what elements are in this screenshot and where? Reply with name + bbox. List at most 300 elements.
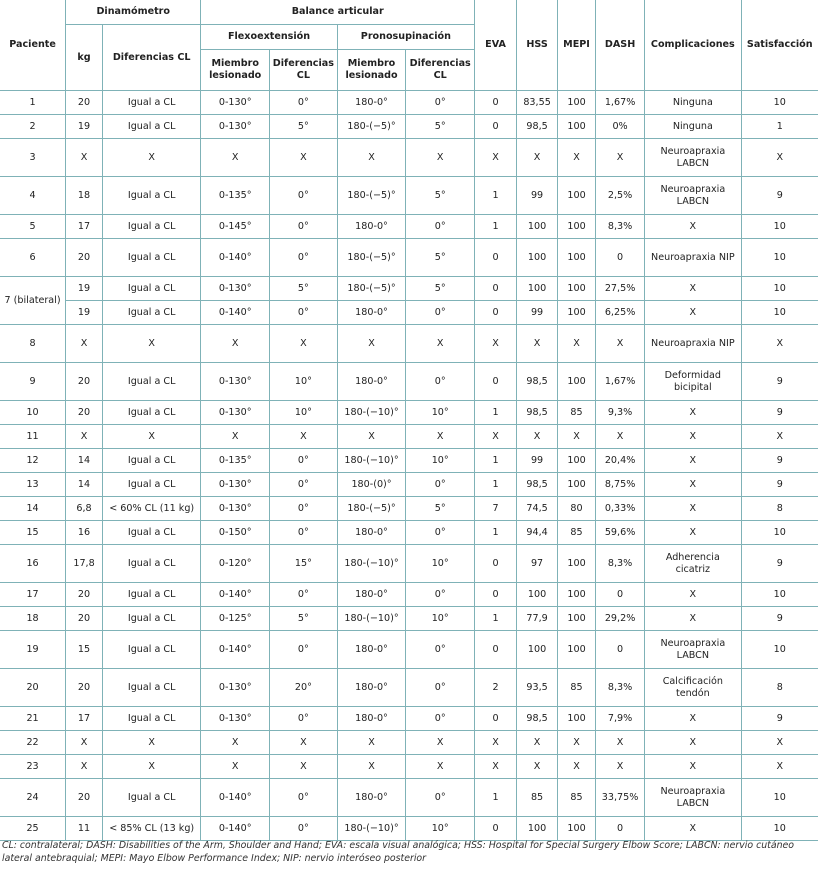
cell-eva: 0 bbox=[475, 239, 517, 277]
cell-dash: 0 bbox=[595, 239, 644, 277]
cell-satisfaccion: X bbox=[741, 755, 818, 779]
cell-complicaciones: X bbox=[645, 473, 741, 497]
cell-prono-miembro: 180-0° bbox=[337, 363, 406, 401]
cell-paciente: 6 bbox=[0, 239, 66, 277]
cell-eva: 0 bbox=[475, 301, 517, 325]
cell-hss: 98,5 bbox=[517, 363, 558, 401]
cell-flexo-miembro: 0-140° bbox=[201, 779, 270, 817]
cell-prono-diferencias: 0° bbox=[406, 583, 475, 607]
header-prono-miembro: Miembro lesionado bbox=[337, 50, 406, 91]
cell-satisfaccion: 10 bbox=[741, 779, 818, 817]
header-flexo-diferencias: Diferencias CL bbox=[270, 50, 338, 91]
cell-satisfaccion: 1 bbox=[741, 115, 818, 139]
cell-eva: 1 bbox=[475, 401, 517, 425]
cell-eva: 1 bbox=[475, 779, 517, 817]
cell-dash: 20,4% bbox=[595, 449, 644, 473]
cell-paciente: 11 bbox=[0, 425, 66, 449]
cell-flexo-diferencias: 0° bbox=[270, 817, 338, 841]
cell-diferencias-cl: Igual a CL bbox=[102, 521, 200, 545]
cell-dash: 0% bbox=[595, 115, 644, 139]
cell-prono-miembro: 180-(−5)° bbox=[337, 177, 406, 215]
cell-dash: 2,5% bbox=[595, 177, 644, 215]
cell-dash: 7,9% bbox=[595, 707, 644, 731]
cell-eva: 1 bbox=[475, 449, 517, 473]
cell-eva: 0 bbox=[475, 817, 517, 841]
cell-dash: X bbox=[595, 325, 644, 363]
cell-flexo-miembro: 0-140° bbox=[201, 239, 270, 277]
cell-prono-diferencias: 0° bbox=[406, 707, 475, 731]
cell-complicaciones: X bbox=[645, 707, 741, 731]
header-paciente: Paciente bbox=[0, 0, 66, 91]
cell-satisfaccion: 8 bbox=[741, 497, 818, 521]
cell-eva: 0 bbox=[475, 707, 517, 731]
table-body bbox=[0, 91, 818, 841]
header-balance-articular: Balance articular bbox=[201, 0, 475, 25]
cell-flexo-diferencias: 10° bbox=[270, 401, 338, 425]
cell-prono-diferencias: 5° bbox=[406, 277, 475, 301]
cell-dash: 0,33% bbox=[595, 497, 644, 521]
table-row bbox=[0, 607, 818, 631]
cell-mepi: X bbox=[558, 325, 596, 363]
cell-diferencias-cl: Igual a CL bbox=[102, 301, 200, 325]
cell-complicaciones: X bbox=[645, 583, 741, 607]
cell-hss: 98,5 bbox=[517, 473, 558, 497]
cell-mepi: X bbox=[558, 731, 596, 755]
cell-flexo-miembro: 0-140° bbox=[201, 583, 270, 607]
cell-flexo-diferencias: 5° bbox=[270, 277, 338, 301]
cell-eva: 0 bbox=[475, 583, 517, 607]
cell-prono-miembro: 180-0° bbox=[337, 583, 406, 607]
cell-flexo-miembro: 0-140° bbox=[201, 301, 270, 325]
header-mepi: MEPI bbox=[558, 0, 596, 91]
header-hss: HSS bbox=[517, 0, 558, 91]
table-row bbox=[0, 177, 818, 215]
cell-eva: X bbox=[475, 755, 517, 779]
cell-satisfaccion: 9 bbox=[741, 607, 818, 631]
table-row bbox=[0, 497, 818, 521]
cell-prono-miembro: 180-0° bbox=[337, 707, 406, 731]
cell-diferencias-cl: < 60% CL (11 kg) bbox=[102, 497, 200, 521]
cell-flexo-miembro: 0-140° bbox=[201, 631, 270, 669]
cell-kg: X bbox=[66, 425, 103, 449]
cell-mepi: 100 bbox=[558, 91, 596, 115]
cell-complicaciones: X bbox=[645, 607, 741, 631]
cell-mepi: 100 bbox=[558, 817, 596, 841]
cell-complicaciones: Deformidad bicipital bbox=[645, 363, 741, 401]
cell-flexo-miembro: 0-135° bbox=[201, 449, 270, 473]
cell-flexo-diferencias: 0° bbox=[270, 449, 338, 473]
cell-prono-diferencias: 10° bbox=[406, 449, 475, 473]
cell-dash: 8,3% bbox=[595, 215, 644, 239]
cell-paciente: 19 bbox=[0, 631, 66, 669]
cell-diferencias-cl: Igual a CL bbox=[102, 91, 200, 115]
cell-diferencias-cl: X bbox=[102, 731, 200, 755]
cell-paciente: 10 bbox=[0, 401, 66, 425]
cell-flexo-miembro: X bbox=[201, 325, 270, 363]
cell-complicaciones: Neuroapraxia LABCN bbox=[645, 139, 741, 177]
table-row bbox=[0, 115, 818, 139]
cell-flexo-diferencias: X bbox=[270, 139, 338, 177]
cell-mepi: 100 bbox=[558, 115, 596, 139]
cell-dash: 1,67% bbox=[595, 91, 644, 115]
cell-dash: X bbox=[595, 139, 644, 177]
cell-hss: 100 bbox=[517, 277, 558, 301]
cell-satisfaccion: 10 bbox=[741, 817, 818, 841]
table-row bbox=[0, 779, 818, 817]
header-kg: kg bbox=[66, 25, 103, 91]
cell-dash: 1,67% bbox=[595, 363, 644, 401]
table-row bbox=[0, 449, 818, 473]
cell-flexo-miembro: 0-150° bbox=[201, 521, 270, 545]
cell-prono-miembro: X bbox=[337, 425, 406, 449]
cell-dash: 59,6% bbox=[595, 521, 644, 545]
cell-flexo-miembro: 0-130° bbox=[201, 277, 270, 301]
cell-paciente: 14 bbox=[0, 497, 66, 521]
cell-mepi: 100 bbox=[558, 583, 596, 607]
cell-satisfaccion: 9 bbox=[741, 707, 818, 731]
cell-flexo-miembro: 0-145° bbox=[201, 215, 270, 239]
cell-mepi: 85 bbox=[558, 401, 596, 425]
cell-prono-miembro: X bbox=[337, 731, 406, 755]
cell-eva: X bbox=[475, 139, 517, 177]
cell-mepi: 100 bbox=[558, 707, 596, 731]
cell-flexo-diferencias: 0° bbox=[270, 707, 338, 731]
cell-flexo-miembro: 0-130° bbox=[201, 669, 270, 707]
cell-prono-diferencias: 10° bbox=[406, 607, 475, 631]
cell-mepi: 100 bbox=[558, 545, 596, 583]
cell-prono-diferencias: 0° bbox=[406, 521, 475, 545]
cell-mepi: 100 bbox=[558, 177, 596, 215]
cell-prono-miembro: 180-0° bbox=[337, 301, 406, 325]
cell-satisfaccion: 10 bbox=[741, 583, 818, 607]
cell-hss: 85 bbox=[517, 779, 558, 817]
cell-flexo-miembro: 0-130° bbox=[201, 497, 270, 521]
cell-prono-miembro: 180-0° bbox=[337, 669, 406, 707]
cell-kg: 20 bbox=[66, 363, 103, 401]
header-complicaciones: Complicaciones bbox=[645, 0, 741, 91]
cell-paciente: 5 bbox=[0, 215, 66, 239]
table-row bbox=[0, 583, 818, 607]
table-row bbox=[0, 631, 818, 669]
cell-prono-miembro: 180-0° bbox=[337, 215, 406, 239]
cell-prono-miembro: 180-0° bbox=[337, 779, 406, 817]
cell-dash: 33,75% bbox=[595, 779, 644, 817]
cell-mepi: 100 bbox=[558, 239, 596, 277]
header-dinamometro: Dinamómetro bbox=[66, 0, 201, 25]
cell-eva: 1 bbox=[475, 521, 517, 545]
cell-diferencias-cl: X bbox=[102, 139, 200, 177]
cell-kg: 14 bbox=[66, 449, 103, 473]
cell-prono-miembro: X bbox=[337, 755, 406, 779]
cell-hss: 98,5 bbox=[517, 115, 558, 139]
cell-paciente: 24 bbox=[0, 779, 66, 817]
table-row bbox=[0, 425, 818, 449]
cell-eva: 1 bbox=[475, 607, 517, 631]
cell-kg: 6,8 bbox=[66, 497, 103, 521]
cell-paciente: 20 bbox=[0, 669, 66, 707]
cell-complicaciones: Adherencia cicatriz bbox=[645, 545, 741, 583]
cell-prono-diferencias: X bbox=[406, 425, 475, 449]
cell-hss: X bbox=[517, 755, 558, 779]
cell-hss: 77,9 bbox=[517, 607, 558, 631]
cell-kg: 15 bbox=[66, 631, 103, 669]
cell-eva: X bbox=[475, 325, 517, 363]
cell-diferencias-cl: Igual a CL bbox=[102, 545, 200, 583]
cell-prono-miembro: X bbox=[337, 139, 406, 177]
cell-flexo-miembro: 0-140° bbox=[201, 817, 270, 841]
cell-flexo-diferencias: 5° bbox=[270, 607, 338, 631]
cell-complicaciones: Neuroapraxia NIP bbox=[645, 239, 741, 277]
cell-flexo-diferencias: 0° bbox=[270, 583, 338, 607]
cell-complicaciones: X bbox=[645, 521, 741, 545]
cell-prono-diferencias: 0° bbox=[406, 779, 475, 817]
cell-diferencias-cl: Igual a CL bbox=[102, 363, 200, 401]
cell-paciente: 1 bbox=[0, 91, 66, 115]
table-row bbox=[0, 669, 818, 707]
cell-paciente: 3 bbox=[0, 139, 66, 177]
table-row bbox=[0, 521, 818, 545]
cell-diferencias-cl: Igual a CL bbox=[102, 707, 200, 731]
cell-diferencias-cl: X bbox=[102, 325, 200, 363]
header-eva: EVA bbox=[475, 0, 517, 91]
cell-eva: X bbox=[475, 731, 517, 755]
cell-mepi: X bbox=[558, 755, 596, 779]
cell-paciente: 23 bbox=[0, 755, 66, 779]
header-dash: DASH bbox=[595, 0, 644, 91]
cell-flexo-miembro: 0-125° bbox=[201, 607, 270, 631]
cell-flexo-miembro: X bbox=[201, 139, 270, 177]
table-row bbox=[0, 325, 818, 363]
cell-hss: 100 bbox=[517, 817, 558, 841]
cell-dash: 0 bbox=[595, 583, 644, 607]
cell-prono-miembro: 180-(−5)° bbox=[337, 239, 406, 277]
cell-diferencias-cl: X bbox=[102, 425, 200, 449]
cell-diferencias-cl: Igual a CL bbox=[102, 115, 200, 139]
cell-flexo-diferencias: 0° bbox=[270, 779, 338, 817]
cell-dash: 27,5% bbox=[595, 277, 644, 301]
cell-kg: 19 bbox=[66, 301, 103, 325]
cell-hss: 100 bbox=[517, 631, 558, 669]
cell-hss: X bbox=[517, 425, 558, 449]
cell-complicaciones: X bbox=[645, 497, 741, 521]
cell-prono-diferencias: X bbox=[406, 731, 475, 755]
cell-complicaciones: Calcificación tendón bbox=[645, 669, 741, 707]
cell-kg: X bbox=[66, 755, 103, 779]
cell-kg: 19 bbox=[66, 277, 103, 301]
cell-paciente: 13 bbox=[0, 473, 66, 497]
cell-satisfaccion: 9 bbox=[741, 473, 818, 497]
cell-complicaciones: X bbox=[645, 731, 741, 755]
cell-hss: X bbox=[517, 731, 558, 755]
cell-hss: 97 bbox=[517, 545, 558, 583]
cell-prono-miembro: 180-(−5)° bbox=[337, 115, 406, 139]
header-prono-diferencias: Diferencias CL bbox=[406, 50, 475, 91]
cell-flexo-miembro: 0-130° bbox=[201, 707, 270, 731]
table-row bbox=[0, 301, 818, 325]
table-row bbox=[0, 401, 818, 425]
cell-kg: 20 bbox=[66, 607, 103, 631]
cell-paciente: 22 bbox=[0, 731, 66, 755]
cell-complicaciones: X bbox=[645, 401, 741, 425]
table-row bbox=[0, 755, 818, 779]
cell-mepi: 100 bbox=[558, 473, 596, 497]
cell-satisfaccion: 9 bbox=[741, 177, 818, 215]
cell-satisfaccion: 10 bbox=[741, 215, 818, 239]
cell-diferencias-cl: Igual a CL bbox=[102, 631, 200, 669]
cell-kg: 18 bbox=[66, 177, 103, 215]
cell-flexo-miembro: X bbox=[201, 731, 270, 755]
table-row bbox=[0, 731, 818, 755]
cell-prono-miembro: 180-(−10)° bbox=[337, 545, 406, 583]
cell-diferencias-cl: Igual a CL bbox=[102, 607, 200, 631]
table-row bbox=[0, 91, 818, 115]
cell-prono-diferencias: 5° bbox=[406, 497, 475, 521]
cell-kg: 20 bbox=[66, 583, 103, 607]
cell-paciente: 17 bbox=[0, 583, 66, 607]
cell-hss: 98,5 bbox=[517, 707, 558, 731]
cell-diferencias-cl: Igual a CL bbox=[102, 583, 200, 607]
cell-flexo-miembro: 0-130° bbox=[201, 401, 270, 425]
cell-paciente: 12 bbox=[0, 449, 66, 473]
cell-complicaciones: X bbox=[645, 425, 741, 449]
cell-mepi: 100 bbox=[558, 363, 596, 401]
cell-prono-diferencias: 10° bbox=[406, 545, 475, 583]
cell-flexo-diferencias: 0° bbox=[270, 239, 338, 277]
cell-complicaciones: X bbox=[645, 301, 741, 325]
cell-hss: X bbox=[517, 139, 558, 177]
cell-mepi: 85 bbox=[558, 779, 596, 817]
cell-mepi: 100 bbox=[558, 215, 596, 239]
table-row bbox=[0, 139, 818, 177]
cell-mepi: 100 bbox=[558, 301, 596, 325]
cell-flexo-diferencias: 5° bbox=[270, 115, 338, 139]
table-row bbox=[0, 545, 818, 583]
cell-hss: 94,4 bbox=[517, 521, 558, 545]
cell-prono-diferencias: X bbox=[406, 755, 475, 779]
header-satisfaccion: Satisfacción bbox=[741, 0, 818, 91]
cell-flexo-miembro: 0-130° bbox=[201, 91, 270, 115]
cell-paciente: 2 bbox=[0, 115, 66, 139]
cell-prono-miembro: 180-(−10)° bbox=[337, 401, 406, 425]
cell-kg: 20 bbox=[66, 779, 103, 817]
cell-flexo-diferencias: 0° bbox=[270, 521, 338, 545]
cell-paciente: 16 bbox=[0, 545, 66, 583]
cell-kg: 17 bbox=[66, 707, 103, 731]
cell-paciente: 25 bbox=[0, 817, 66, 841]
cell-complicaciones: X bbox=[645, 449, 741, 473]
cell-satisfaccion: X bbox=[741, 325, 818, 363]
cell-dash: 0 bbox=[595, 817, 644, 841]
cell-kg: 17 bbox=[66, 215, 103, 239]
cell-eva: 0 bbox=[475, 545, 517, 583]
cell-flexo-diferencias: X bbox=[270, 755, 338, 779]
cell-complicaciones: Neuroapraxia LABCN bbox=[645, 631, 741, 669]
cell-prono-miembro: 180-0° bbox=[337, 91, 406, 115]
cell-kg: X bbox=[66, 325, 103, 363]
cell-hss: 99 bbox=[517, 301, 558, 325]
cell-flexo-miembro: 0-130° bbox=[201, 473, 270, 497]
cell-prono-diferencias: 5° bbox=[406, 239, 475, 277]
cell-complicaciones: X bbox=[645, 277, 741, 301]
cell-flexo-diferencias: 0° bbox=[270, 91, 338, 115]
cell-complicaciones: Neuroapraxia LABCN bbox=[645, 779, 741, 817]
cell-satisfaccion: 10 bbox=[741, 239, 818, 277]
cell-diferencias-cl: Igual a CL bbox=[102, 215, 200, 239]
header-diferencias-cl: Diferencias CL bbox=[102, 25, 200, 91]
cell-dash: 0 bbox=[595, 631, 644, 669]
cell-prono-diferencias: 0° bbox=[406, 215, 475, 239]
cell-prono-miembro: 180-(−10)° bbox=[337, 817, 406, 841]
cell-dash: 8,75% bbox=[595, 473, 644, 497]
cell-flexo-miembro: 0-130° bbox=[201, 363, 270, 401]
header-pronosupinacion: Pronosupinación bbox=[337, 25, 474, 50]
header-flexoextension: Flexoextensión bbox=[201, 25, 337, 50]
cell-flexo-miembro: 0-135° bbox=[201, 177, 270, 215]
cell-hss: 100 bbox=[517, 215, 558, 239]
cell-hss: 100 bbox=[517, 583, 558, 607]
cell-satisfaccion: 8 bbox=[741, 669, 818, 707]
cell-diferencias-cl: Igual a CL bbox=[102, 277, 200, 301]
cell-diferencias-cl: X bbox=[102, 755, 200, 779]
cell-flexo-diferencias: 0° bbox=[270, 473, 338, 497]
cell-flexo-diferencias: 0° bbox=[270, 215, 338, 239]
cell-paciente: 8 bbox=[0, 325, 66, 363]
cell-eva: 0 bbox=[475, 115, 517, 139]
cell-paciente: 21 bbox=[0, 707, 66, 731]
cell-mepi: 80 bbox=[558, 497, 596, 521]
cell-kg: 17,8 bbox=[66, 545, 103, 583]
cell-flexo-diferencias: X bbox=[270, 325, 338, 363]
cell-diferencias-cl: < 85% CL (13 kg) bbox=[102, 817, 200, 841]
cell-prono-diferencias: 0° bbox=[406, 91, 475, 115]
cell-flexo-diferencias: 0° bbox=[270, 177, 338, 215]
cell-eva: 0 bbox=[475, 277, 517, 301]
cell-diferencias-cl: Igual a CL bbox=[102, 473, 200, 497]
cell-eva: 1 bbox=[475, 215, 517, 239]
cell-flexo-miembro: X bbox=[201, 755, 270, 779]
cell-prono-miembro: 180-(0)° bbox=[337, 473, 406, 497]
cell-flexo-miembro: 0-130° bbox=[201, 115, 270, 139]
cell-complicaciones: Ninguna bbox=[645, 91, 741, 115]
cell-satisfaccion: X bbox=[741, 731, 818, 755]
cell-complicaciones: Neuroapraxia LABCN bbox=[645, 177, 741, 215]
table-row bbox=[0, 277, 818, 301]
cell-kg: 20 bbox=[66, 239, 103, 277]
cell-kg: 19 bbox=[66, 115, 103, 139]
cell-prono-miembro: 180-(−5)° bbox=[337, 277, 406, 301]
cell-kg: 14 bbox=[66, 473, 103, 497]
cell-paciente: 15 bbox=[0, 521, 66, 545]
cell-hss: 99 bbox=[517, 177, 558, 215]
cell-kg: 20 bbox=[66, 669, 103, 707]
cell-kg: 16 bbox=[66, 521, 103, 545]
cell-eva: 2 bbox=[475, 669, 517, 707]
cell-prono-miembro: 180-0° bbox=[337, 631, 406, 669]
cell-satisfaccion: X bbox=[741, 139, 818, 177]
cell-satisfaccion: 10 bbox=[741, 631, 818, 669]
cell-mepi: X bbox=[558, 425, 596, 449]
cell-kg: X bbox=[66, 731, 103, 755]
cell-mepi: X bbox=[558, 139, 596, 177]
cell-diferencias-cl: Igual a CL bbox=[102, 401, 200, 425]
cell-mepi: 100 bbox=[558, 607, 596, 631]
header-flexo-miembro: Miembro lesionado bbox=[201, 50, 270, 91]
cell-prono-miembro: 180-0° bbox=[337, 521, 406, 545]
cell-satisfaccion: 9 bbox=[741, 363, 818, 401]
cell-prono-miembro: 180-(−10)° bbox=[337, 449, 406, 473]
cell-prono-diferencias: X bbox=[406, 139, 475, 177]
cell-diferencias-cl: Igual a CL bbox=[102, 449, 200, 473]
